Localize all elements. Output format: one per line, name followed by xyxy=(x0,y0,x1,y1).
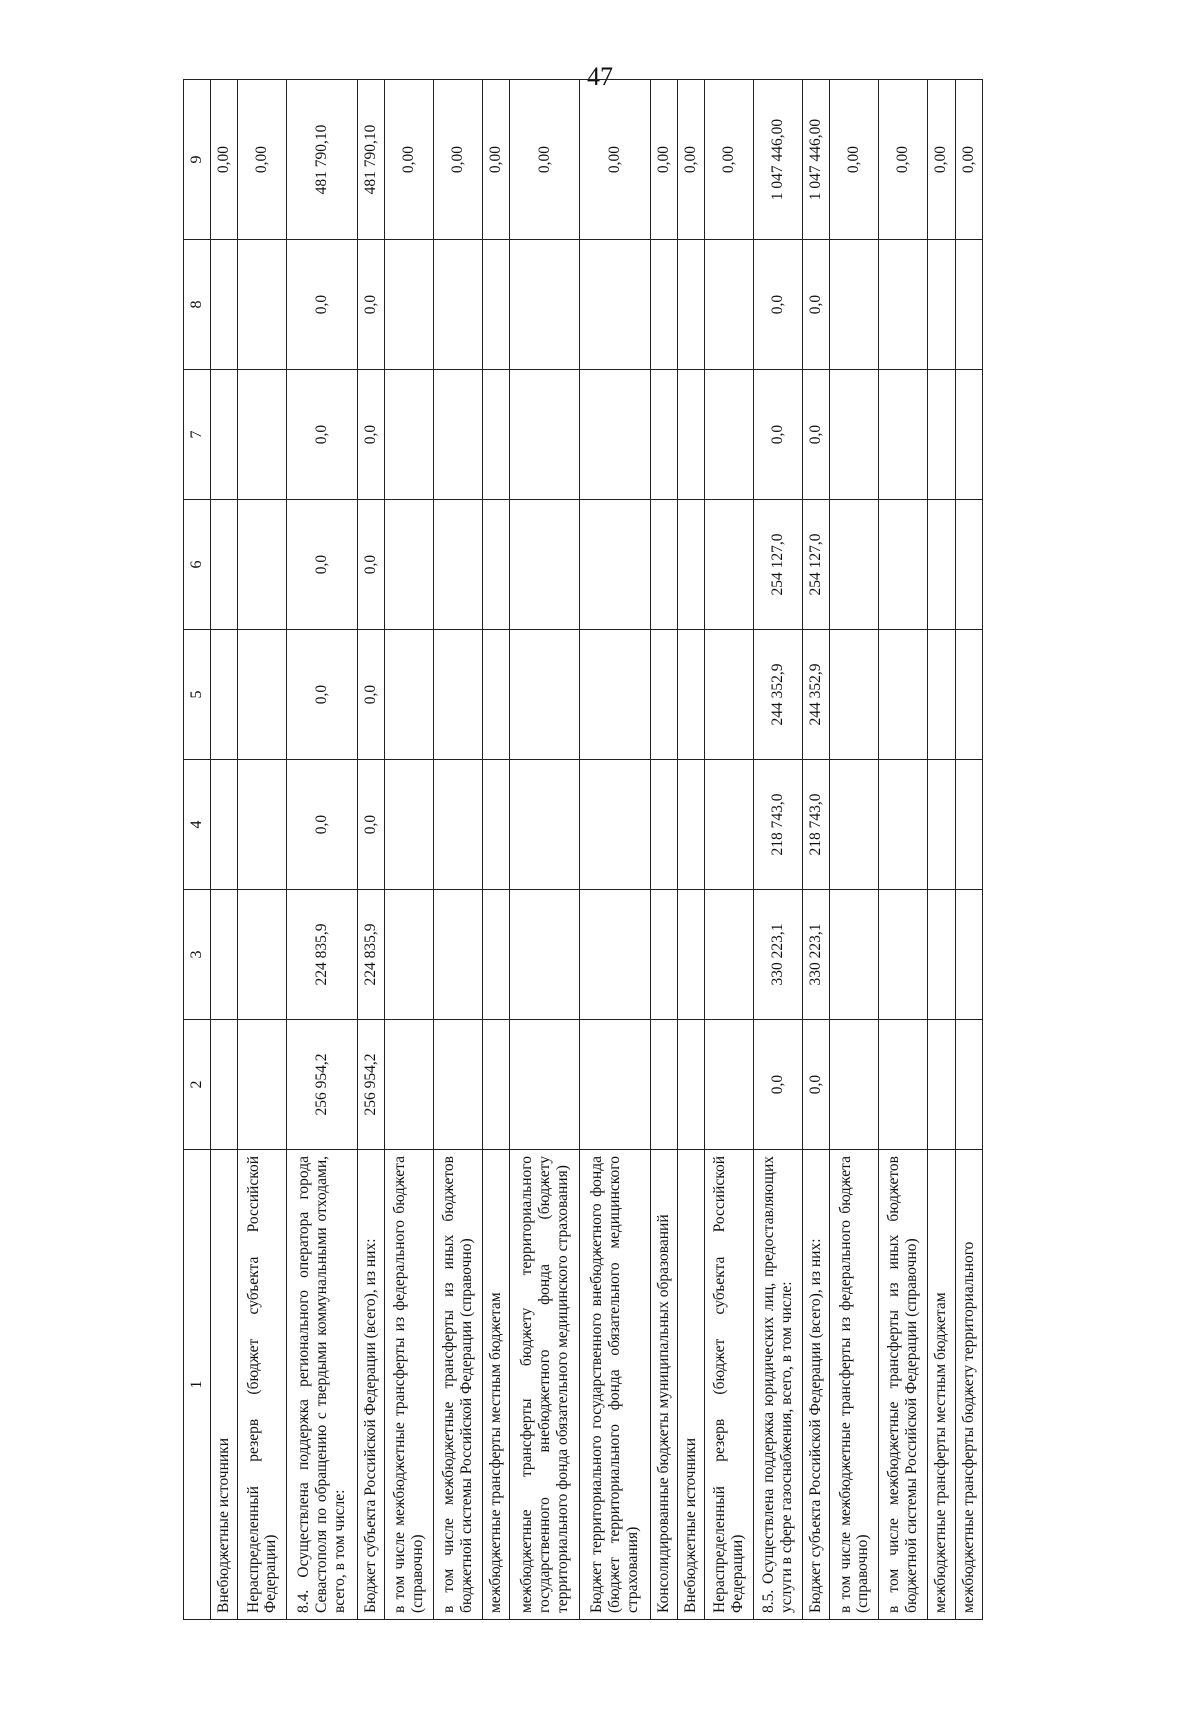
value-cell-c8 xyxy=(482,240,509,370)
value-cell-c2 xyxy=(433,1020,482,1150)
table-row xyxy=(433,80,482,1620)
value-cell-c9: 481 790,10 xyxy=(287,80,357,240)
value-cell-c4 xyxy=(238,760,287,890)
value-cell-c5 xyxy=(482,630,509,760)
value-cell-c6: 0,0 xyxy=(357,500,384,630)
value-cell-c9: 0,00 xyxy=(928,80,955,240)
value-cell-c7 xyxy=(211,370,238,500)
value-cell-c6 xyxy=(211,500,238,630)
value-cell-c7 xyxy=(955,370,983,500)
value-cell-c4 xyxy=(677,760,704,890)
value-cell-c5 xyxy=(433,630,482,760)
value-cell-c3 xyxy=(433,890,482,1020)
value-cell-c2 xyxy=(482,1020,509,1150)
value-cell-c3 xyxy=(510,890,580,1020)
value-cell-c9: 0,00 xyxy=(211,80,238,240)
value-cell-c2: 0,0 xyxy=(754,1020,803,1150)
table-row xyxy=(650,80,677,1620)
value-cell-c4: 0,0 xyxy=(357,760,384,890)
value-cell-c3 xyxy=(705,890,754,1020)
row-label: Бюджет субъекта Российской Федерации (всего), из них: xyxy=(357,1150,384,1620)
row-label: межбюджетные трансферты бюджету территориального xyxy=(955,1150,983,1620)
value-cell-c6 xyxy=(955,500,983,630)
value-cell-c3: 224 835,9 xyxy=(287,890,357,1020)
value-cell-c5 xyxy=(384,630,433,760)
value-cell-c7: 0,0 xyxy=(357,370,384,500)
column-header: 8 xyxy=(184,240,211,370)
value-cell-c7 xyxy=(677,370,704,500)
page-number: 47 xyxy=(587,62,613,91)
value-cell-c9: 0,00 xyxy=(650,80,677,240)
row-label: межбюджетные трансферты бюджету территориального государственного внебюджетного фонда (бюджету территориального фонда обязательного медицинского страхования) xyxy=(510,1150,580,1620)
value-cell-c7 xyxy=(830,370,879,500)
value-cell-c4: 218 743,0 xyxy=(803,760,830,890)
column-header: 9 xyxy=(184,80,211,240)
table-row xyxy=(955,80,983,1620)
value-cell-c6: 0,0 xyxy=(287,500,357,630)
value-cell-c8 xyxy=(650,240,677,370)
value-cell-c9: 0,00 xyxy=(830,80,879,240)
value-cell-c8 xyxy=(211,240,238,370)
value-cell-c5 xyxy=(238,630,287,760)
value-cell-c9: 0,00 xyxy=(955,80,983,240)
column-header: 6 xyxy=(184,500,211,630)
value-cell-c7 xyxy=(482,370,509,500)
value-cell-c5: 244 352,9 xyxy=(803,630,830,760)
row-label: 8.4. Осуществлена поддержка регионального оператора города Севастополя по обращению с твердыми коммунальными отходами, всего, в том числе: xyxy=(287,1150,357,1620)
value-cell-c8 xyxy=(705,240,754,370)
value-cell-c6: 254 127,0 xyxy=(754,500,803,630)
value-cell-c9: 0,00 xyxy=(705,80,754,240)
row-label: Внебюджетные источники xyxy=(211,1150,238,1620)
value-cell-c8 xyxy=(955,240,983,370)
value-cell-c6 xyxy=(384,500,433,630)
value-cell-c3: 330 223,1 xyxy=(754,890,803,1020)
value-cell-c4 xyxy=(928,760,955,890)
value-cell-c6 xyxy=(879,500,928,630)
value-cell-c8: 0,0 xyxy=(803,240,830,370)
value-cell-c8 xyxy=(677,240,704,370)
value-cell-c2 xyxy=(955,1020,983,1150)
value-cell-c4 xyxy=(705,760,754,890)
value-cell-c8 xyxy=(830,240,879,370)
table-row xyxy=(211,80,238,1620)
value-cell-c2 xyxy=(879,1020,928,1150)
value-cell-c9: 0,00 xyxy=(677,80,704,240)
value-cell-c8 xyxy=(580,240,650,370)
value-cell-c7 xyxy=(928,370,955,500)
column-header: 2 xyxy=(184,1020,211,1150)
value-cell-c3 xyxy=(955,890,983,1020)
column-header: 4 xyxy=(184,760,211,890)
table-row xyxy=(677,80,704,1620)
table-row xyxy=(287,80,357,1620)
value-cell-c6 xyxy=(510,500,580,630)
value-cell-c3 xyxy=(482,890,509,1020)
row-label: Нераспределенный резерв (бюджет субъекта Российской Федерации) xyxy=(705,1150,754,1620)
row-label: 8.5. Осуществлена поддержка юридических лиц, предоставляющих услуги в сфере газоснабжения, всего, в том числе: xyxy=(754,1150,803,1620)
value-cell-c6 xyxy=(650,500,677,630)
value-cell-c7: 0,0 xyxy=(754,370,803,500)
table-row xyxy=(928,80,955,1620)
value-cell-c7 xyxy=(238,370,287,500)
value-cell-c3: 224 835,9 xyxy=(357,890,384,1020)
value-cell-c6 xyxy=(705,500,754,630)
value-cell-c2 xyxy=(650,1020,677,1150)
table-row xyxy=(384,80,433,1620)
value-cell-c8 xyxy=(238,240,287,370)
value-cell-c7 xyxy=(510,370,580,500)
row-label: в том числе межбюджетные трансферты из федерального бюджета (справочно) xyxy=(830,1150,879,1620)
value-cell-c8 xyxy=(510,240,580,370)
rotated-table-wrapper xyxy=(183,110,983,1620)
value-cell-c2 xyxy=(928,1020,955,1150)
value-cell-c3 xyxy=(830,890,879,1020)
value-cell-c4: 0,0 xyxy=(287,760,357,890)
column-header: 5 xyxy=(184,630,211,760)
value-cell-c5 xyxy=(955,630,983,760)
value-cell-c5: 0,0 xyxy=(287,630,357,760)
value-cell-c8 xyxy=(879,240,928,370)
row-label: Консолидированные бюджеты муниципальных образований xyxy=(650,1150,677,1620)
value-cell-c5 xyxy=(830,630,879,760)
value-cell-c5 xyxy=(510,630,580,760)
value-cell-c3 xyxy=(650,890,677,1020)
value-cell-c2 xyxy=(238,1020,287,1150)
value-cell-c9: 0,00 xyxy=(482,80,509,240)
table-row xyxy=(705,80,754,1620)
value-cell-c9: 0,00 xyxy=(510,80,580,240)
value-cell-c7 xyxy=(650,370,677,500)
value-cell-c6 xyxy=(677,500,704,630)
value-cell-c8 xyxy=(928,240,955,370)
value-cell-c7 xyxy=(580,370,650,500)
value-cell-c5 xyxy=(928,630,955,760)
column-header: 7 xyxy=(184,370,211,500)
table-header-row xyxy=(184,80,211,1620)
value-cell-c4 xyxy=(879,760,928,890)
value-cell-c4 xyxy=(384,760,433,890)
value-cell-c4 xyxy=(510,760,580,890)
value-cell-c3 xyxy=(238,890,287,1020)
value-cell-c9: 1 047 446,00 xyxy=(803,80,830,240)
table-row xyxy=(803,80,830,1620)
column-header: 1 xyxy=(184,1150,211,1620)
value-cell-c4 xyxy=(830,760,879,890)
row-label: Бюджет субъекта Российской Федерации (всего), из них: xyxy=(803,1150,830,1620)
value-cell-c7 xyxy=(433,370,482,500)
table-row xyxy=(482,80,509,1620)
table-row xyxy=(238,80,287,1620)
value-cell-c9: 0,00 xyxy=(384,80,433,240)
value-cell-c4 xyxy=(211,760,238,890)
value-cell-c9: 0,00 xyxy=(580,80,650,240)
value-cell-c7 xyxy=(705,370,754,500)
table-body xyxy=(211,80,983,1620)
value-cell-c2 xyxy=(677,1020,704,1150)
table-row xyxy=(754,80,803,1620)
row-label: Бюджет территориального государственного внебюджетного фонда (бюджет территориального фонда обязательного медицинского страхования) xyxy=(580,1150,650,1620)
row-label: в том числе межбюджетные трансферты из иных бюджетов бюджетной системы Российской Федерации (справочно) xyxy=(879,1150,928,1620)
value-cell-c7 xyxy=(384,370,433,500)
value-cell-c3 xyxy=(879,890,928,1020)
value-cell-c4 xyxy=(650,760,677,890)
row-label: Внебюджетные источники xyxy=(677,1150,704,1620)
value-cell-c6 xyxy=(238,500,287,630)
value-cell-c6 xyxy=(580,500,650,630)
row-label: в том числе межбюджетные трансферты из федерального бюджета (справочно) xyxy=(384,1150,433,1620)
value-cell-c7: 0,0 xyxy=(287,370,357,500)
value-cell-c4 xyxy=(482,760,509,890)
value-cell-c6 xyxy=(928,500,955,630)
value-cell-c8: 0,0 xyxy=(287,240,357,370)
value-cell-c5 xyxy=(211,630,238,760)
column-header: 3 xyxy=(184,890,211,1020)
value-cell-c5: 0,0 xyxy=(357,630,384,760)
row-label: в том числе межбюджетные трансферты из иных бюджетов бюджетной системы Российской Федерации (справочно) xyxy=(433,1150,482,1620)
value-cell-c6 xyxy=(433,500,482,630)
row-label: Нераспределенный резерв (бюджет субъекта Российской Федерации) xyxy=(238,1150,287,1620)
value-cell-c4 xyxy=(955,760,983,890)
value-cell-c2: 256 954,2 xyxy=(287,1020,357,1150)
value-cell-c5 xyxy=(650,630,677,760)
value-cell-c3 xyxy=(384,890,433,1020)
value-cell-c3 xyxy=(211,890,238,1020)
table-row xyxy=(357,80,384,1620)
value-cell-c2: 0,0 xyxy=(803,1020,830,1150)
table-row xyxy=(830,80,879,1620)
value-cell-c4: 218 743,0 xyxy=(754,760,803,890)
value-cell-c3 xyxy=(677,890,704,1020)
value-cell-c9: 0,00 xyxy=(879,80,928,240)
value-cell-c6 xyxy=(482,500,509,630)
value-cell-c3 xyxy=(928,890,955,1020)
value-cell-c5 xyxy=(580,630,650,760)
value-cell-c9: 481 790,10 xyxy=(357,80,384,240)
table-row xyxy=(580,80,650,1620)
value-cell-c7 xyxy=(879,370,928,500)
value-cell-c2 xyxy=(510,1020,580,1150)
value-cell-c9: 1 047 446,00 xyxy=(754,80,803,240)
value-cell-c2: 256 954,2 xyxy=(357,1020,384,1150)
value-cell-c5 xyxy=(677,630,704,760)
value-cell-c8: 0,0 xyxy=(754,240,803,370)
value-cell-c9: 0,00 xyxy=(238,80,287,240)
value-cell-c5 xyxy=(705,630,754,760)
value-cell-c7: 0,0 xyxy=(803,370,830,500)
table-row xyxy=(879,80,928,1620)
value-cell-c6 xyxy=(830,500,879,630)
value-cell-c5: 244 352,9 xyxy=(754,630,803,760)
value-cell-c2 xyxy=(580,1020,650,1150)
value-cell-c4 xyxy=(580,760,650,890)
row-label: межбюджетные трансферты местным бюджетам xyxy=(482,1150,509,1620)
value-cell-c4 xyxy=(433,760,482,890)
row-label: межбюджетные трансферты местным бюджетам xyxy=(928,1150,955,1620)
value-cell-c5 xyxy=(879,630,928,760)
value-cell-c6: 254 127,0 xyxy=(803,500,830,630)
value-cell-c2 xyxy=(211,1020,238,1150)
value-cell-c3: 330 223,1 xyxy=(803,890,830,1020)
value-cell-c8 xyxy=(384,240,433,370)
value-cell-c2 xyxy=(384,1020,433,1150)
value-cell-c9: 0,00 xyxy=(433,80,482,240)
value-cell-c3 xyxy=(580,890,650,1020)
value-cell-c8 xyxy=(433,240,482,370)
budget-table xyxy=(183,79,983,1620)
value-cell-c2 xyxy=(830,1020,879,1150)
value-cell-c2 xyxy=(705,1020,754,1150)
value-cell-c8: 0,0 xyxy=(357,240,384,370)
table-row xyxy=(510,80,580,1620)
